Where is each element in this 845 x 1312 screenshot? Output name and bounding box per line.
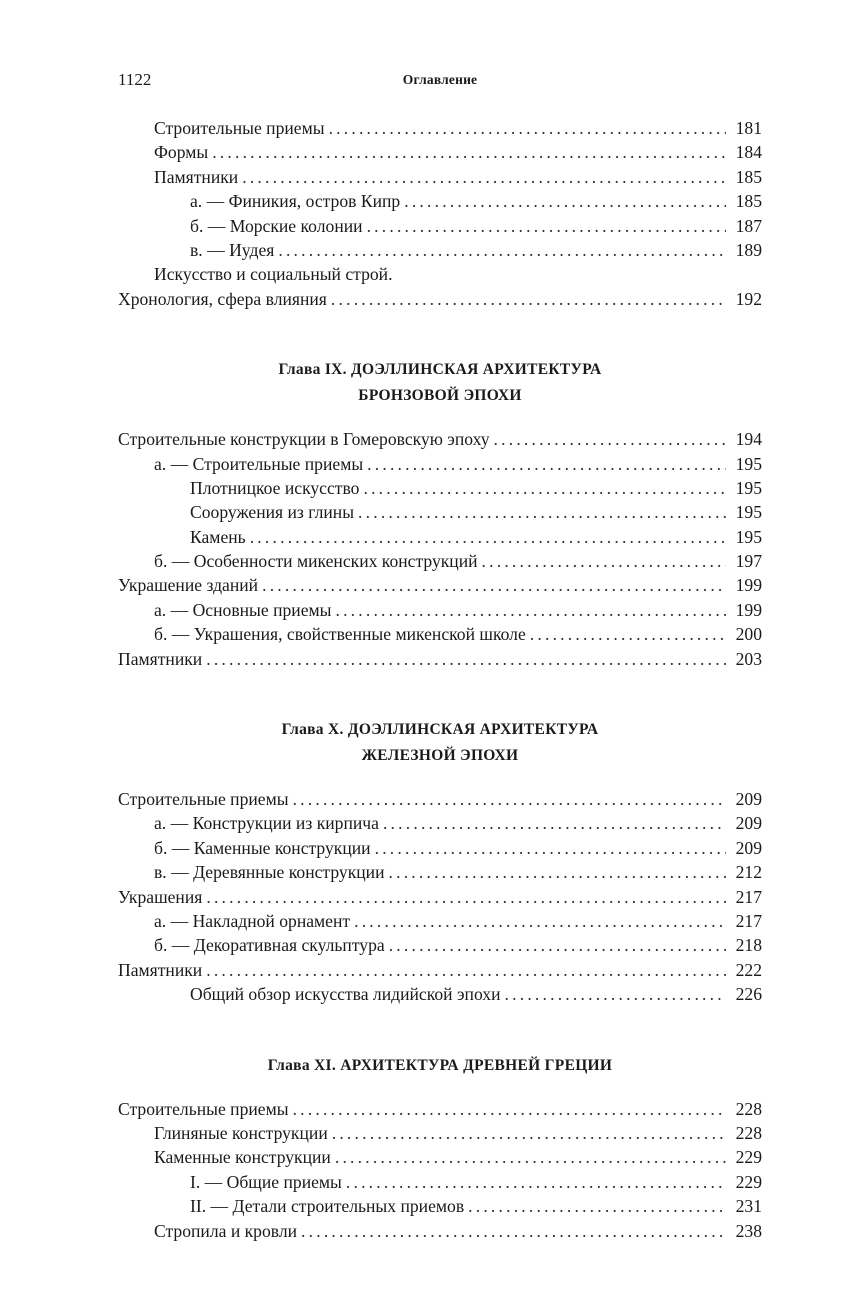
toc-entry-title: Плотницкое искусство (190, 477, 360, 498)
toc-section-chapter-9 (118, 427, 762, 671)
toc-entry (118, 165, 762, 189)
toc-dot-leader (301, 1219, 726, 1243)
toc-entry (118, 140, 762, 164)
toc-entry (118, 598, 762, 622)
chapter-9-heading-line1: Глава IX. ДОЭЛЛИНСКАЯ АРХИТЕКТУРА (278, 361, 602, 379)
toc-dot-leader (389, 860, 727, 884)
toc-entry-page: 203 (735, 648, 762, 669)
toc-entry-page: 194 (735, 429, 762, 450)
toc-entry (118, 189, 762, 213)
toc-entry (118, 1170, 762, 1194)
toc-entry-title: Строительные приемы (154, 118, 325, 138)
toc-entry-page: 185 (735, 166, 762, 187)
toc-entry-title: б. — Декоративная скульптура (154, 935, 385, 956)
toc-entry-page: 228 (735, 1122, 762, 1143)
toc-entry-page: 195 (735, 502, 762, 523)
toc-entry (118, 811, 762, 835)
toc-entry-page: 231 (735, 1196, 762, 1217)
toc-entry-title: Формы (154, 142, 209, 163)
toc-entry (118, 860, 762, 884)
toc-entry-title: Строительные приемы (118, 789, 289, 810)
toc-entry (118, 573, 762, 597)
toc-entry-page: 184 (735, 142, 762, 163)
toc-dot-leader (367, 214, 726, 238)
toc-dot-leader (206, 958, 726, 982)
toc-entry (118, 427, 762, 451)
chapter-10-heading-line2: ЖЕЛЕЗНОЙ ЭПОХИ (361, 747, 519, 765)
toc-entry-page: 185 (735, 191, 762, 212)
toc-entry-page: 209 (735, 813, 762, 834)
toc-dot-leader (335, 598, 726, 622)
toc-entry (118, 982, 762, 1006)
toc-dot-leader (262, 573, 726, 597)
toc-entry-page: 197 (735, 551, 762, 572)
toc-dot-leader (206, 647, 726, 671)
toc-entry-title: б. — Морские колонии (190, 215, 363, 236)
page-number: 1122 (118, 70, 152, 89)
toc-entry-title: Сооружения из глины (190, 502, 355, 523)
toc-entry (118, 647, 762, 671)
toc-entry-page: 195 (735, 526, 762, 547)
toc-entry-page: 218 (735, 935, 762, 956)
toc-dot-leader (468, 1194, 726, 1218)
toc-section-chapter-10 (118, 787, 762, 1007)
toc-entry-title: а. — Основные приемы (154, 599, 332, 620)
toc-entry-page: 200 (735, 624, 762, 645)
toc-entry-page: 217 (735, 886, 762, 907)
toc-dot-leader (332, 1121, 726, 1145)
toc-entry-title: I. — Общие приемы (190, 1171, 342, 1192)
toc-entry (118, 238, 762, 262)
toc-dot-leader (293, 1097, 726, 1121)
toc-entry-title: а. — Накладной орнамент (154, 910, 351, 931)
toc-dot-leader (354, 909, 726, 933)
toc-entry (118, 262, 762, 286)
toc-entry-title: Украшения (118, 886, 203, 907)
toc-entry-page: 181 (735, 118, 762, 138)
toc-entry-title: Глиняные конструкции (154, 1122, 328, 1143)
toc-entry-page: 229 (735, 1171, 762, 1192)
chapter-11-heading (118, 1053, 762, 1079)
toc-entry-title: Строительные конструкции в Гомеровскую эпоху (118, 429, 490, 450)
toc-dot-leader (358, 500, 726, 524)
toc-dot-leader (278, 238, 726, 262)
toc-dot-leader (494, 427, 726, 451)
toc-entry (118, 500, 762, 524)
toc-entry (118, 116, 762, 140)
toc-entry (118, 287, 762, 311)
toc-entry-title: Памятники (118, 959, 203, 980)
toc-entry-page: 199 (735, 575, 762, 596)
toc-entry (118, 452, 762, 476)
toc-entry (118, 909, 762, 933)
toc-entry-title: Хронология, сфера влияния (118, 288, 327, 309)
toc-dot-leader (383, 811, 726, 835)
section-gap (118, 311, 762, 357)
toc-dot-leader (530, 622, 726, 646)
toc-entry-title: Общий обзор искусства лидийской эпохи (190, 984, 501, 1005)
toc-entry-page: 209 (735, 789, 762, 810)
toc-dot-leader (363, 476, 726, 500)
running-title: Оглавление (402, 72, 478, 87)
toc-entry-page: 192 (735, 288, 762, 309)
toc-entry (118, 476, 762, 500)
toc-dot-leader (404, 189, 726, 213)
toc-entry (118, 933, 762, 957)
toc-entry (118, 836, 762, 860)
toc-entry-title: Строительные приемы (118, 1098, 289, 1119)
section-gap (118, 671, 762, 717)
toc-entry-page: 226 (735, 984, 762, 1005)
toc-entry (118, 1097, 762, 1121)
toc-entry-title: б. — Украшения, свойственные микенской школе (154, 624, 526, 645)
toc-entry (118, 525, 762, 549)
toc-entry (118, 214, 762, 238)
toc-dot-leader (293, 787, 726, 811)
toc-entry-page: 212 (735, 862, 762, 883)
toc-entry (118, 1121, 762, 1145)
toc-entry (118, 549, 762, 573)
toc-entry (118, 1219, 762, 1243)
toc-entry-title: Каменные конструкции (154, 1147, 331, 1168)
toc-dot-leader (329, 116, 726, 140)
toc-dot-leader (505, 982, 726, 1006)
toc-dot-leader (375, 836, 726, 860)
toc-entry-title: в. — Иудея (190, 239, 275, 260)
toc-dot-leader (331, 287, 726, 311)
toc-entry-title: б. — Особенности микенских конструкций (154, 551, 478, 572)
chapter-9-heading-line2: БРОНЗОВОЙ ЭПОХИ (358, 387, 522, 405)
chapter-10-heading (118, 717, 762, 769)
chapter-11-heading-line1: Глава XI. АРХИТЕКТУРА ДРЕВНЕЙ ГРЕЦИИ (267, 1056, 613, 1074)
toc-entry-title: а. — Конструкции из кирпича (154, 813, 379, 834)
toc-entry-page: 217 (735, 910, 762, 931)
toc-entry-title: II. — Детали строительных приемов (190, 1196, 465, 1217)
toc-dot-leader (367, 452, 726, 476)
toc-entry (118, 1194, 762, 1218)
toc-entry (118, 787, 762, 811)
toc-entry-title: Украшение зданий (118, 575, 259, 596)
toc-entry-page: 199 (735, 599, 762, 620)
toc-entry (118, 958, 762, 982)
toc-entry-title: Памятники (154, 166, 239, 187)
toc-dot-leader (250, 525, 726, 549)
toc-entry-page: 187 (735, 215, 762, 236)
toc-entry-page: 222 (735, 959, 762, 980)
toc-entry-title: а. — Финикия, остров Кипр (190, 191, 401, 212)
toc-entry-title: Памятники (118, 648, 203, 669)
toc-dot-leader (206, 885, 726, 909)
toc-entry-title: Искусство и социальный строй. (154, 264, 393, 285)
toc-entry-page: 195 (735, 477, 762, 498)
toc-entry (118, 1145, 762, 1169)
toc-entry (118, 885, 762, 909)
toc-dot-leader (346, 1170, 726, 1194)
toc-entry (118, 622, 762, 646)
chapter-10-heading-line1: Глава X. ДОЭЛЛИНСКАЯ АРХИТЕКТУРА (281, 721, 599, 739)
chapter-9-heading (118, 357, 762, 409)
toc-dot-leader (389, 933, 726, 957)
toc-section-intro (118, 116, 762, 311)
toc-section-chapter-11 (118, 1097, 762, 1243)
toc-dot-leader (482, 549, 726, 573)
page-header (118, 70, 762, 94)
toc-entry-title: в. — Деревянные конструкции (154, 862, 385, 883)
section-gap (118, 1079, 762, 1097)
toc-dot-leader (335, 1145, 726, 1169)
toc-entry-title: Стропила и кровли (154, 1220, 298, 1241)
toc-entry-page: 189 (735, 239, 762, 260)
toc-entry-title: б. — Каменные конструкции (154, 837, 371, 858)
section-gap (118, 769, 762, 787)
toc-dot-leader (212, 140, 726, 164)
toc-entry-page: 229 (735, 1147, 762, 1168)
toc-entry-page: 228 (735, 1098, 762, 1119)
toc-entry-title: а. — Строительные приемы (154, 453, 364, 474)
section-gap (118, 409, 762, 427)
table-of-contents (118, 116, 762, 1243)
toc-entry-page: 238 (735, 1220, 762, 1241)
toc-dot-leader (242, 165, 726, 189)
section-gap (118, 1007, 762, 1053)
toc-entry-title: Камень (190, 526, 246, 547)
toc-entry-page: 195 (735, 453, 762, 474)
toc-entry-page: 209 (735, 837, 762, 858)
